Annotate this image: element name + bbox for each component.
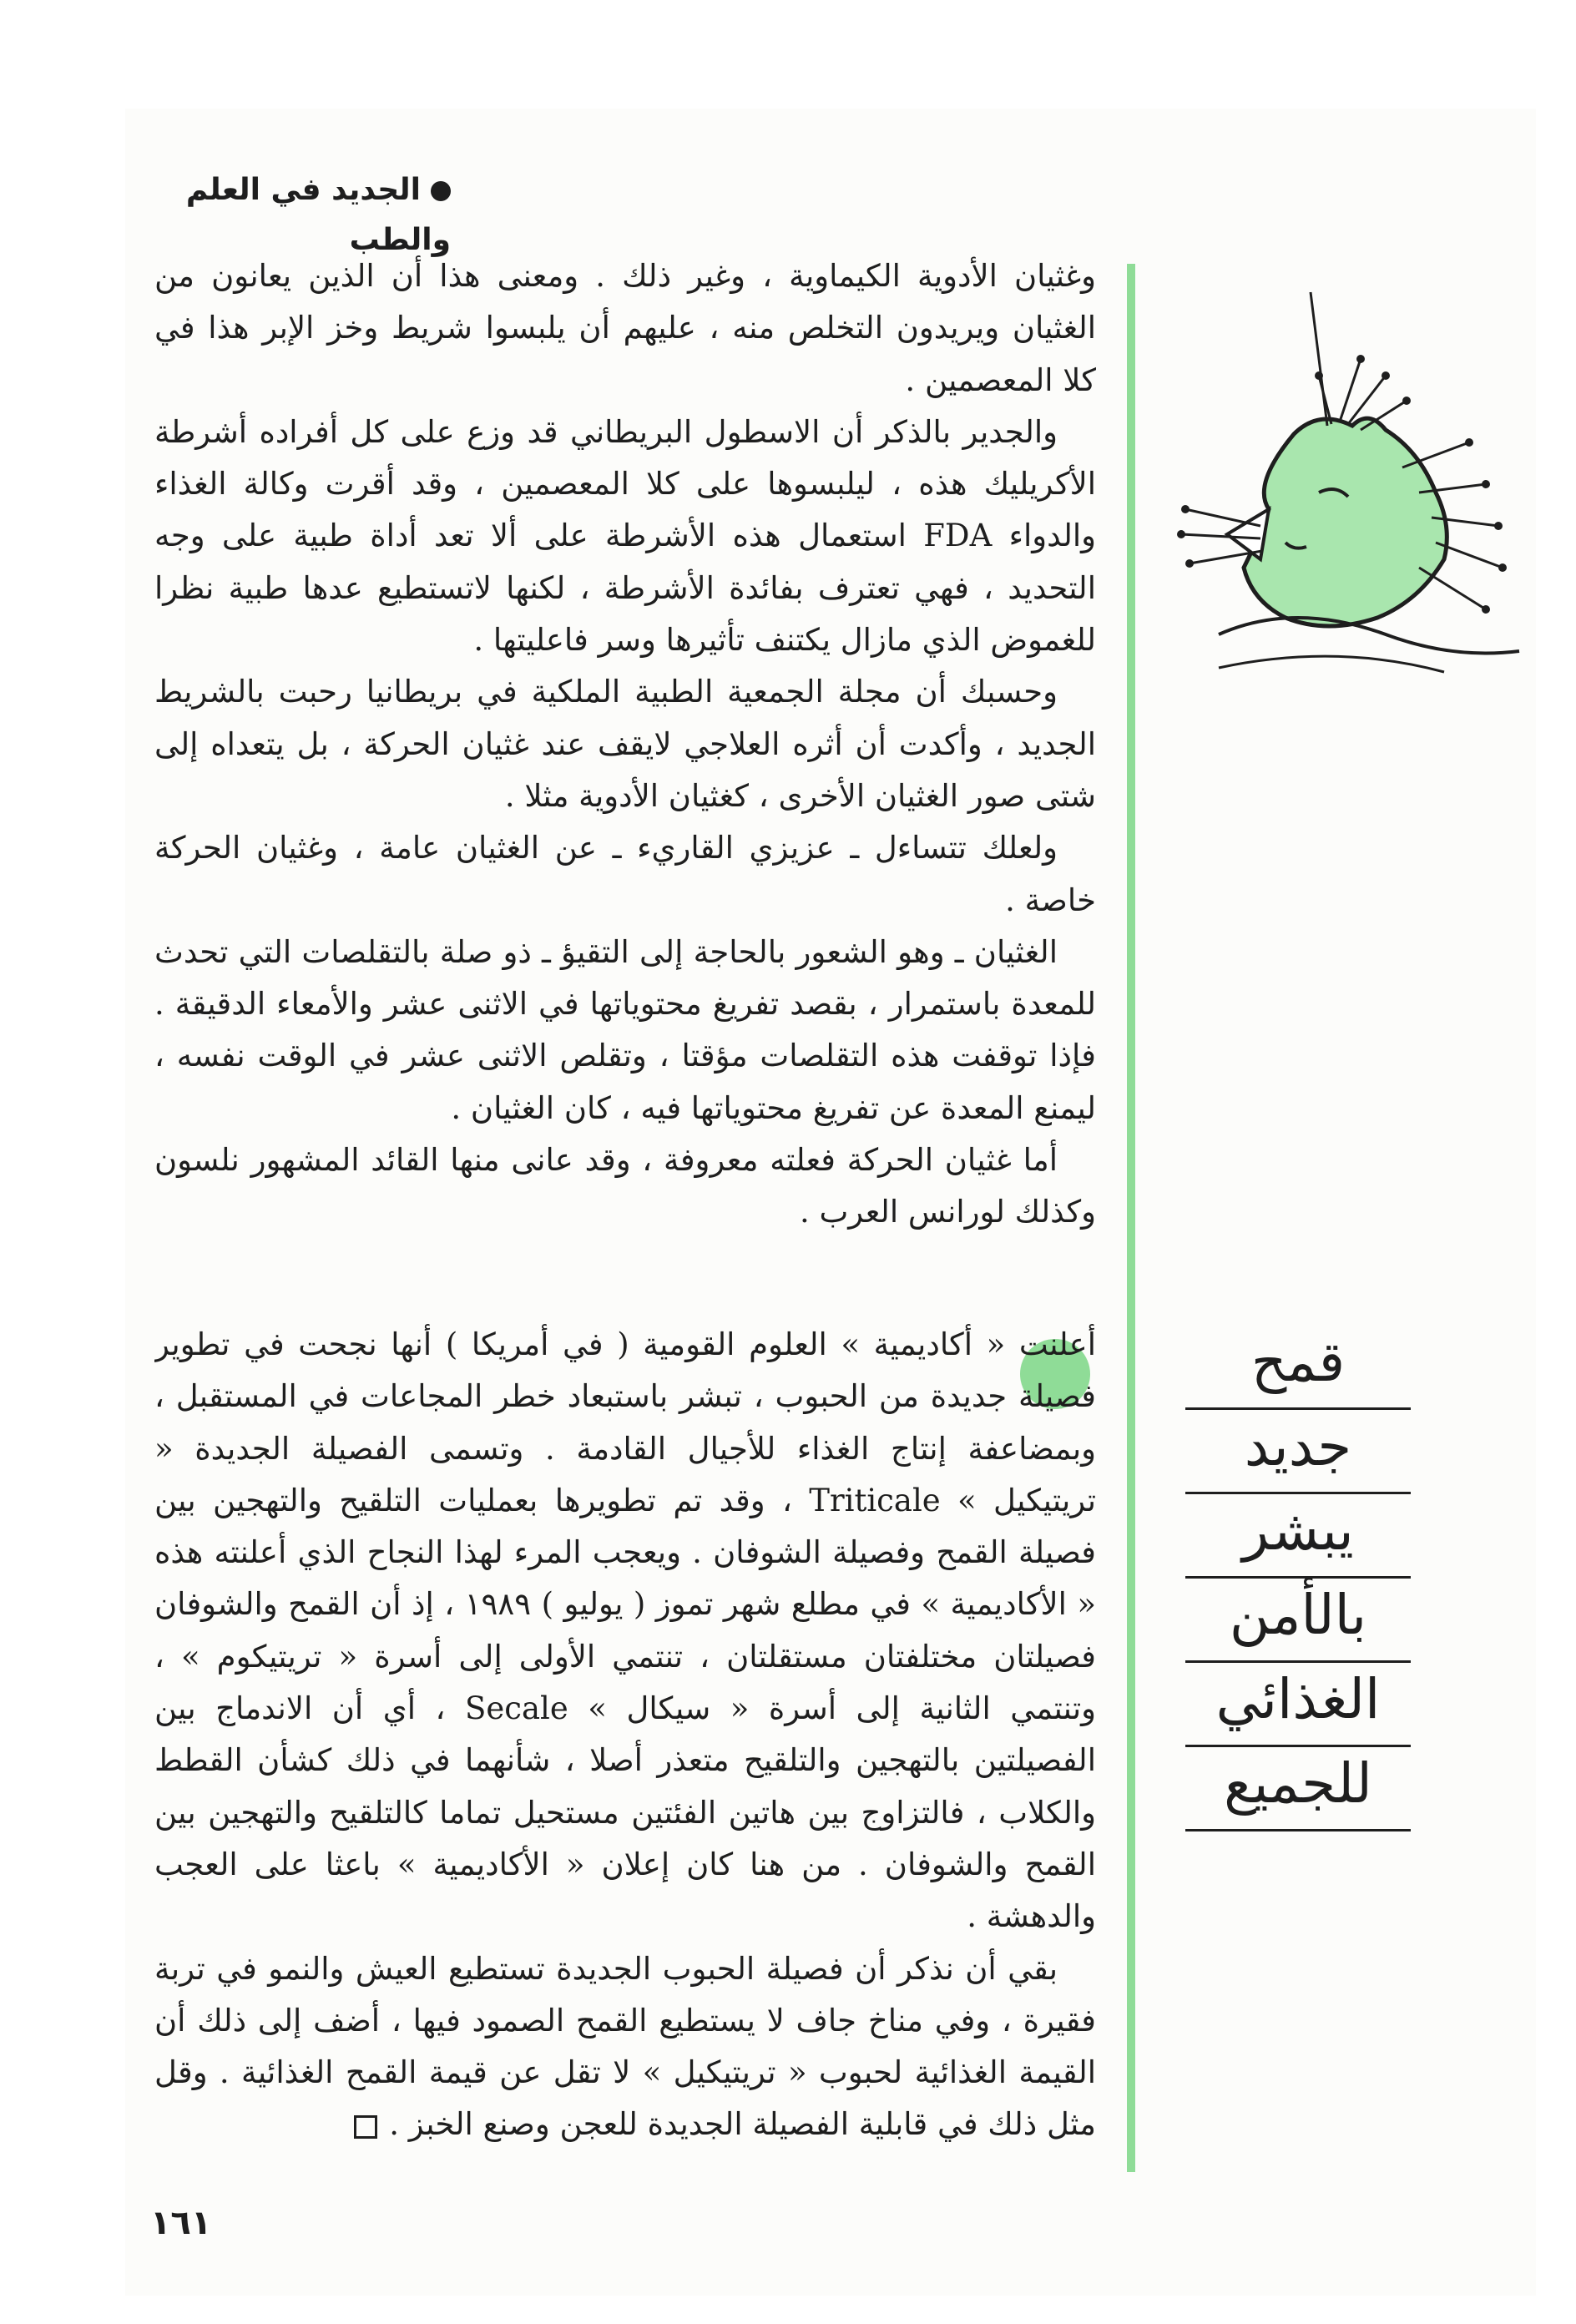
article-2-paragraph: أعلنت « أكاديمية » العلوم القومية ( في أمريكا ) أنها نجحت في تطوير فصيلة جديدة من الحبوب ، تبشر باستبعاد خطر المجاعات في المستقبل ، وبمضاعفة إنتاج الغذاء للأجيال القادمة . وتسمى الفصيلة الجديدة « تريتيكيل » Triticale ، وقد تم تطويرها بعمليات التلقيح والتهجين بين فصيلة القمح وفصيلة الشوفان . ويعجب المرء لهذا النجاح الذي أعلنته هذه « الأكاديمية » في مطلع شهر تموز ( يوليو ) ١٩٨٩ ، إذ أن القمح والشوفان فصيلتان مختلفتان مستقلتان ، تنتمي الأولى إلى أسرة « تريتيكوم » ، وتنتمي الثانية إلى أسرة « سيكال » Secale ، أي أن الاندماج بين الفصيلتين بالتهجين والتلقيح متعذر أصلا ، شأنهما في ذلك كشأن القطط والكلاب ، فالتزاوج بين هاتين الفئتين مستحيل تماما كالتلقيح والتهجين بين القمح والشوفان . من هنا كان إعلان « الأكاديمية » باعثا على العجب والدهشة . bbox=[154, 1326, 1096, 1935]
article-1-paragraph: أما غثيان الحركة فعلته معروفة ، وقد عانى منها القائد المشهور نلسون وكذلك لورانس العرب . bbox=[154, 1142, 1096, 1230]
acupuncture-face-illustration bbox=[1169, 284, 1553, 676]
green-column-rule bbox=[1127, 1307, 1135, 2172]
article-2-column bbox=[154, 1319, 1096, 2179]
article-1-column bbox=[154, 250, 1096, 1265]
sidebar-title-line: قمح bbox=[1185, 1326, 1411, 1410]
article-2-closing-text: بقي أن نذكر أن فصيلة الحبوب الجديدة تستطيع العيش والنمو في تربة فقيرة ، وفي مناخ جاف لا يستطيع القمح الصمود فيها ، أضف إلى ذلك أن القيمة الغذائية لحبوب « تريتيكيل » لا تقل عن قيمة القمح الغذائية . وقل مثل ذلك في قابلية الفصيلة الجديدة للعجن وصنع الخبز . bbox=[154, 1950, 1096, 2143]
page-number: ١٦١ bbox=[150, 2204, 212, 2242]
green-column-rule bbox=[1127, 264, 1135, 1449]
sidebar-title bbox=[1185, 1326, 1411, 1831]
article-2-paragraph bbox=[154, 1943, 1096, 2151]
article-1-paragraph: والجدير بالذكر أن الاسطول البريطاني قد وزع على كل أفراده أشرطة الأكريليك هذه ، ليلبسوها على كلا المعصمين ، وقد أقرت وكالة الغذاء والدواء FDA استعمال هذه الأشرطة على ألا تعد أداة طبية على وجه التحديد ، فهي تعترف بفائدة الأشرطة ، لكنها لاتستطيع عدها طبية نظرا للغموض الذي مازال يكتنف تأثيرها وسر فاعليتها . bbox=[154, 413, 1096, 659]
sidebar-title-line: الغذائي bbox=[1185, 1663, 1411, 1747]
article-1-paragraph: الغثيان ـ وهو الشعور بالحاجة إلى التقيؤ ـ ذو صلة بالتقلصات التي تحدث للمعدة باستمرار ، بقصد تفريغ محتوياتها في الاثنى عشر والأمعاء الدقيقة . فإذا توقفت هذه التقلصات مؤقتا ، وتقلص الاثنى عشر في الوقت نفسه ، ليمنع المعدة عن تفريغ محتوياتها فيه ، كان الغثيان . bbox=[154, 933, 1096, 1126]
article-1-paragraph: ولعلك تتساءل ـ عزيزي القاريء ـ عن الغثيان عامة ، وغثيان الحركة خاصة . bbox=[154, 830, 1096, 918]
sidebar-title-line: يبشر bbox=[1185, 1494, 1411, 1579]
header-title: الجديد في العلم والطب bbox=[185, 173, 451, 257]
header-bullet-icon bbox=[431, 181, 451, 201]
end-of-article-square-icon bbox=[354, 2115, 377, 2139]
article-1-paragraph: وغثيان الأدوية الكيماوية ، وغير ذلك . ومعنى هذا أن الذين يعانون من الغثيان ويريدون التخلص منه ، عليهم أن يلبسوا شريط وخز الإبر هذا في كلا المعصمين . bbox=[154, 258, 1096, 398]
sidebar-title-line: للجميع bbox=[1185, 1747, 1411, 1831]
article-1-paragraph: وحسبك أن مجلة الجمعية الطبية الملكية في بريطانيا رحبت بالشريط الجديد ، وأكدت أن أثره العلاجي لايقف عند غثيان الحركة ، بل يتعداه إلى شتى صور الغثيان الأخرى ، كغثيان الأدوية مثلا . bbox=[154, 674, 1096, 814]
sidebar-title-line: بالأمن bbox=[1185, 1579, 1411, 1663]
section-header bbox=[150, 165, 451, 257]
sidebar-title-line: جديد bbox=[1185, 1410, 1411, 1494]
